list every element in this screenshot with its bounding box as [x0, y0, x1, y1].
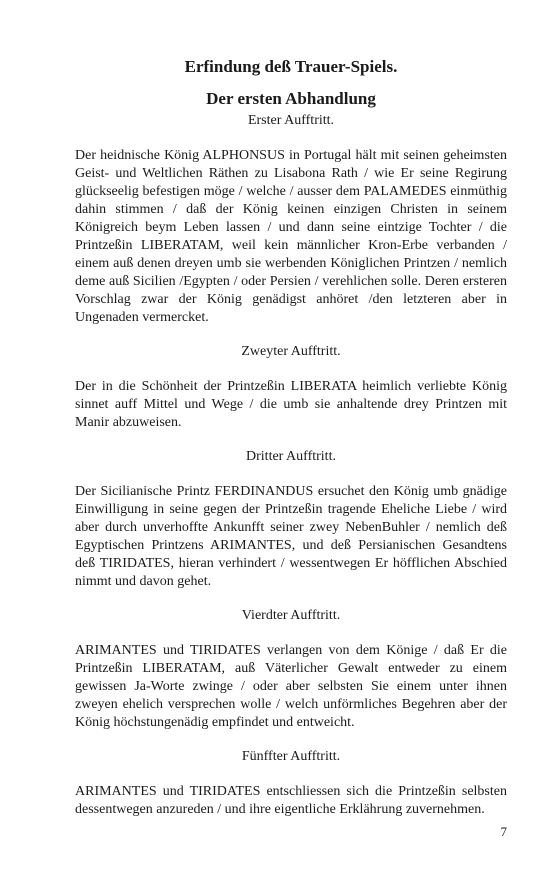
scene-text: Der in die Schönheit der Printzeßin LIBERATA heimlich verliebte König sinnet auff Mittel und Wege / die umb sie anhaltende drey Printzen mit Manir abzuweisen. [75, 379, 507, 430]
scene-heading: Fünffter Aufftritt. [241, 749, 341, 764]
scene-text: Der heidnische König ALPHONSUS in Portugal hält mit seinen geheimsten Geist- und Weltlichen Räthen zu Lisabona Rath / wie Er seine Regirung glückseelig befestigen möge / welche / ausser dem PALAMEDES einmüthig dahin stimmen / daß der König keinen einzigen Christen in seinem Königreich beym Leben lassen / und dann seine eintzige Tochter / die Printzeßin LIBERATAM, weil kein männlicher Kron-Erbe verbanden / einem auß denen dreyen umb sie werbenden Königlichen Printzen / nemlich deme auß Sicilien /Egypten / oder Persien / verehlichen solle. Deren ersteren Vorschlag zwar der König genädigst anhöret /den letzteren aber in Ungenaden vermercket. [75, 148, 507, 325]
scene-text: ARIMANTES und TIRIDATES entschliessen sich die Printzeßin selbsten dessentwegen anzureden / und ihre eigentliche Erklährung zuvernehmen. [75, 784, 507, 817]
scene-heading: Zweyter Aufftritt. [241, 344, 341, 359]
page-title: Erfindung deß Trauer-Spiels. [184, 57, 398, 76]
scene-3 [75, 448, 507, 591]
scene-2 [75, 343, 507, 432]
document-page [75, 56, 507, 819]
scene-heading: Vierdter Aufftritt. [241, 608, 341, 623]
scene-text: Der Sicilianische Printz FERDINANDUS ersuchet den König umb gnädige Einwilligung in seine gegen der Printzeßin tragende Eheliche Liebe / wird aber durch unverhoffte Ankunfft seiner zwey NebenBuhler / nemlich deß Egyptischen Printzens ARIMANTES, und deß Persianischen Gesandtens deß TIRIDATES, hieran verhindert / wessentwegen Er höfflichen Abschied nimmt und davon gehet. [75, 484, 507, 589]
scene-text: ARIMANTES und TIRIDATES verlangen von dem Könige / daß Er die Printzeßin LIBERATAM, auß Väterlicher Gewalt entweder zu einem gewissen Ja-Worte zwinge / oder aber selbsten Sie einem unter ihnen zweyen ehelich versprechen wolle / welch unförmliches Begehren aber der König höchstungenädig empfindet und entweicht. [75, 643, 507, 730]
page-number: 7 [500, 824, 507, 839]
scene-heading: Dritter Aufftritt. [246, 449, 336, 464]
scene-1 [75, 112, 507, 327]
act-heading: Der ersten Abhandlung [206, 89, 376, 108]
scene-5 [75, 748, 507, 819]
scene-4 [75, 607, 507, 732]
scene-heading: Erster Aufftritt. [247, 113, 335, 128]
